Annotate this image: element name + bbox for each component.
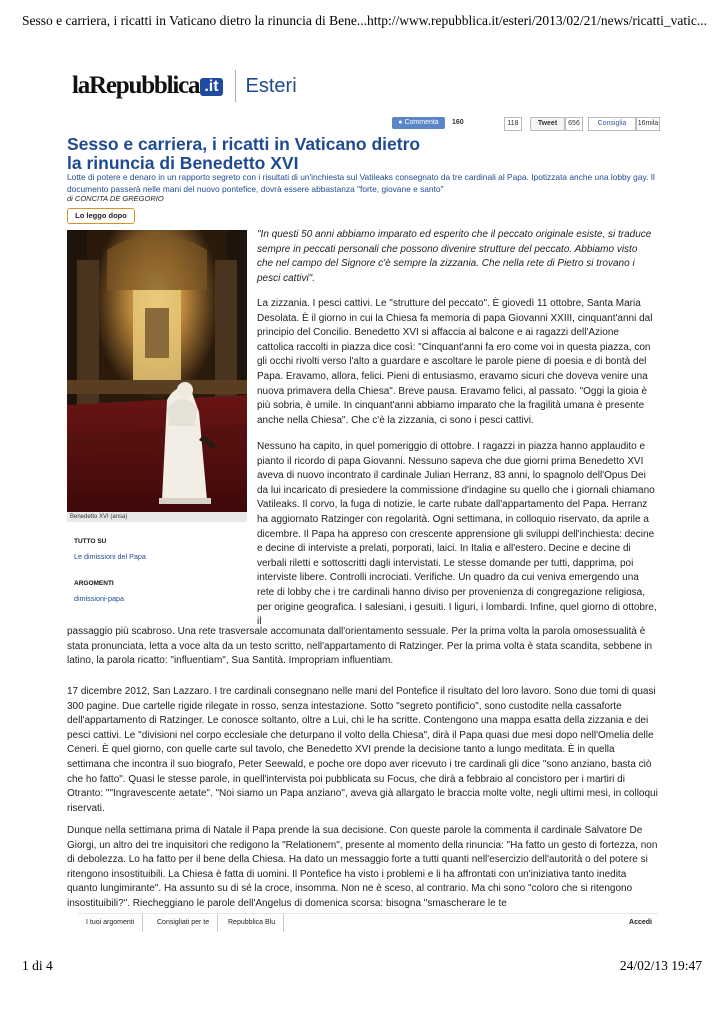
article-paragraph: La zizzania. I pesci cattivi. Le "strutture del peccato". È giovedì 11 ottobre, Santa Maria Desolata. È il giorno in cui la Chiesa fa memoria di papa Giovanni XXIII, cinquant'anni dal principio del Concilio. Benedetto XVI si affaccia al balcone e ai ragazzi dell'Azione cattolica raccolti in piazza dice così: "Cinquant'anni fa ero come voi in questa piazza, con gli occhi rivolti verso l'alto a guardare e ascoltare le parole piene di poesia e di bontà del Papa. Eravamo, allora, felici. Pieni di entusiasmo, eravamo sicuri che doveva venire una nuova primavera della Chiesa". Breve pausa. Eravamo felici, al passato. "Oggi la gioia è più sobria, è umile. In cinquant'anni abbiamo imparato che la fragilità umana è presente anche nella Chiesa". Che c'è la zizzania, ci sono i pesci cattivi. [257, 298, 653, 426]
related-heading-argomenti: ARGOMENTI [74, 580, 114, 587]
article-title: Sesso e carriera, i ricatti in Vaticano dietro la rinuncia di Benedetto XVI [67, 134, 421, 173]
tweet-count: 118 [504, 117, 522, 131]
article-summary: Lotte di potere e denaro in un rapporto segreto con i risultati di un'inchiesta sul Vatileaks consegnato da tre cardinali al Papa. Ipotizzata anche una lobby gay. Il documento passerà nelle mani del nuovo pontefice, dovrà essere abbastanza "forte, giovane e santo" [67, 172, 655, 194]
photo-caption: Benedetto XVI (ansa) [67, 512, 247, 522]
comment-button[interactable] [392, 117, 445, 129]
read-later-button[interactable]: Lo leggo dopo [67, 208, 135, 224]
print-footer [22, 958, 702, 974]
login-button[interactable]: Accedi [629, 919, 652, 926]
logo-it: .it [200, 78, 222, 96]
comment-count: 160 [452, 119, 464, 126]
masthead-divider [235, 70, 236, 102]
print-page-url: http://www.repubblica.it/esteri/2013/02/21/news/ricatti_vatic... [367, 13, 707, 28]
opening-quote: "In questi 50 anni abbiamo imparato ed esperito che il peccato originale esiste, si traduce sempre in peccati personali che possono divenire strutture del peccato. Abbiamo visto che nel campo del Signore c'è sempre la zizzania. Che nella rete di Pietro si trovano i pesci cattivi". [257, 229, 652, 284]
comment-label: Commenta [404, 119, 439, 126]
repubblica-logo[interactable] [72, 72, 223, 100]
article-paragraph: passaggio più scabroso. Una rete trasversale accomunata dall'orientamento sessuale. Per la prima volta la parola omosessualità è stata pronunciata, letta a voce alta da un testo scritto, nell'appartamento di Ratzinger. Per la prima volta è stata scandita, sebbene in latino, la parola ricatto: "influentiam", Sua Santità. Impropriam influentiam. [67, 626, 653, 667]
related-links [74, 538, 244, 622]
share-bar [392, 117, 658, 131]
recommend-button[interactable]: Consiglia [588, 117, 636, 131]
related-heading-tutto-su: TUTTO SU [74, 538, 107, 545]
masthead [72, 68, 297, 104]
article-byline: di CONCITA DE GREGORIO [67, 194, 164, 203]
bottom-nav-bar [78, 913, 658, 932]
related-link-dimissioni[interactable]: Le dimissioni del Papa [74, 552, 146, 561]
section-name[interactable]: Esteri [245, 74, 297, 97]
nav-recommended[interactable]: Consigliati per te [149, 914, 218, 932]
print-page-title: Sesso e carriera, i ricatti in Vaticano dietro la rinuncia di Bene... [22, 13, 368, 28]
logo-la: la [72, 72, 90, 99]
print-page-number: 1 di 4 [22, 958, 53, 973]
plus-count: 656 [565, 117, 583, 131]
tweet-button[interactable]: Tweet [530, 117, 565, 131]
pope-praying-image [67, 230, 247, 522]
recommend-count: 16mila [636, 117, 660, 131]
article-paragraph: Nessuno ha capito, in quel pomeriggio di ottobre. I ragazzi in piazza hanno applaudito e pianto il ricordo di papa Giovanni. Nessuno sapeva che due giorni prima Benedetto XVI aveva di nuovo incontrato il cardinale Julian Herranz, 83 anni, lo spagnolo dell'Opus Dei da lui incaricato di presiedere la commissione d'indagine su quello che i giornali chiamano Vatileaks. Il corvo, la fuga di notizie, le carte rubate dall'appartamento del Papa. Herranz ha aggiornato Ratzinger con regolarità. Ogni settimana, in colloquio riservato, da aprile a dicembre. Il Papa ha appreso con crescente apprensione gli sviluppi dell'inchiesta: decine e decine di interviste a prelati, porporati, laici. In Italia e all'estero. Decine e decine di verbali riletti e sottoscritti dagli intervistati. Le stesse domande per tutti, dapprima, poi interviste libere. Controlli incrociati. Verifiche. Un quadro da cui veniva emergendo una rete di lobby che i tre cardinali hanno diviso per provenienza di congregazione religiosa, per origine geografica. I salesiani, i gesuiti. I liguri, i lombardi. Infine, quel giorno di ottobre, il [257, 441, 657, 628]
related-tag-dimissioni-papa[interactable]: dimissioni-papa [74, 594, 124, 603]
nav-repubblica-blu[interactable]: Repubblica Blu [220, 914, 284, 932]
print-header [22, 13, 707, 29]
print-datetime: 24/02/13 19:47 [619, 958, 702, 973]
article-paragraph: Dunque nella settimana prima di Natale il Papa prende la sua decisione. Con queste parole la commenta il cardinale Salvatore De Giorgi, un altro dei tre inquisitori che redigono la "Relationem", presente al momento della rinuncia: "Ha fatto un gesto di fortezza, non di debolezza. Lo ha fatto per il bene della Chiesa. Ha dato un messaggio forte a tutti quanti nell'esercizio dell'autorità o del potere si ritengono insostituibili. La Chiesa è fatta di uomini. Il Pontefice ha visto i problemi e li ha affrontati con un'iniziativa tanto inedita quanto lungimirante". Ha assunto su di sé la croce, insomma. Non ne è sceso, al contrario. Ma chi sono "coloro che si ritengono insostituibili?". Riecheggiano le parole dell'Angelus di domenica scorsa: bisogna "smascherare le te [67, 825, 658, 909]
speech-bubble-icon: ● [398, 119, 405, 126]
article-photo[interactable] [67, 230, 247, 522]
logo-repubblica: Repubblica [89, 72, 200, 99]
nav-your-topics[interactable]: I tuoi argomenti [78, 914, 143, 932]
article-paragraph: 17 dicembre 2012, San Lazzaro. I tre cardinali consegnano nelle mani del Pontefice il risultato del loro lavoro. Sono due tomi di quasi 300 pagine. Due cartelle rigide rilegate in rosso, senza intestazione. Sotto "segreto pontificio", sono custodite nella cassaforte dell'appartamento di Ratzinger. Le conosce soltanto, oltre a Lui, chi le ha scritte. Contengono una mappa esatta della zizzania e dei pesci cattivi. Le "divisioni nel corpo ecclesiale che deturpano il volto della Chiesa", dirà il Papa quasi due mesi dopo nell'Omelia delle Ceneri. È quel giorno, con quelle carte sul tavolo, che Benedetto XVI prende la decisione tanto a lungo meditata. È in quella settimana che incontra il suo biografo, Peter Seewald, e poche ore dopo aver ricevuto i tre cardinali gli dice "sono anziano, basta ciò che ho fatto". Quasi le stesse parole, in quell'intervista poi pubblicata su Focus, che dirà a febbraio al concistoro per i martiri di Otranto: ""Ingravescente aetate". "Noi siamo un Papa anziano", aveva già allargato le braccia molte volte, negli ultimi mesi, in colloqui riservati. [67, 686, 658, 814]
